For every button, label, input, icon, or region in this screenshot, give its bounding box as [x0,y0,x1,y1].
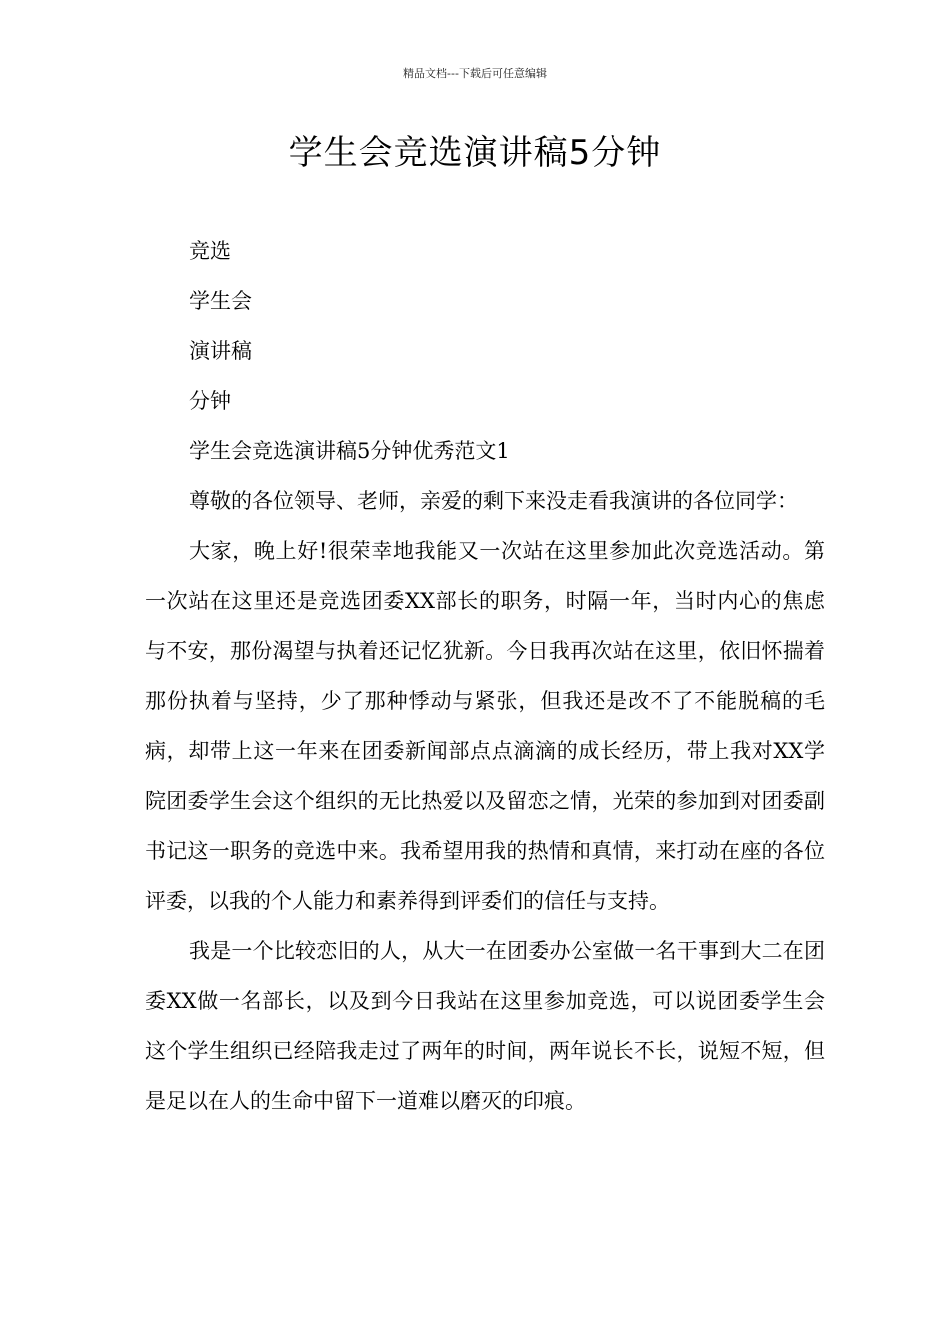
keyword-line: 竞选 [189,239,231,263]
paragraph-salutation: 尊敬的各位领导、老师，亲爱的剩下来没走看我演讲的各位同学： [189,489,798,513]
header-note: 精品文档---下载后可任意编辑 [403,67,547,80]
keyword-line: 演讲稿 [189,339,252,363]
paragraph-experience: 我是一个比较恋旧的人，从大一在团委办公室做一名干事到大二在团委XX做一名部长，以及到今日我站在这里参加竞选，可以说团委学生会这个学生组织已经陪我走过了两年的时间，两年说长不长，说短不短，但是足以在人的生命中留下一道难以磨灭的印痕。 [145,939,825,1113]
section-subtitle: 学生会竞选演讲稿5分钟优秀范文1 [189,439,510,463]
document-title: 学生会竞选演讲稿5分钟 [288,133,662,173]
document-body [145,226,825,1126]
paragraph-opening: 大家，晚上好!很荣幸地我能又一次站在这里参加此次竞选活动。第一次站在这里还是竞选团委XX部长的职务，时隔一年，当时内心的焦虑与不安，那份渴望与执着还记忆犹新。今日我再次站在这里，依旧怀揣着那份执着与坚持，少了那种悸动与紧张，但我还是改不了不能脱稿的毛病，却带上这一年来在团委新闻部点点滴滴的成长经历，带上我对XX学院团委学生会这个组织的无比热爱以及留恋之情，光荣的参加到对团委副书记这一职务的竞选中来。我希望用我的热情和真情，来打动在座的各位评委，以我的个人能力和素养得到评委们的信任与支持。 [145,539,825,913]
keyword-line: 分钟 [189,389,231,413]
keyword-line: 学生会 [189,289,252,313]
